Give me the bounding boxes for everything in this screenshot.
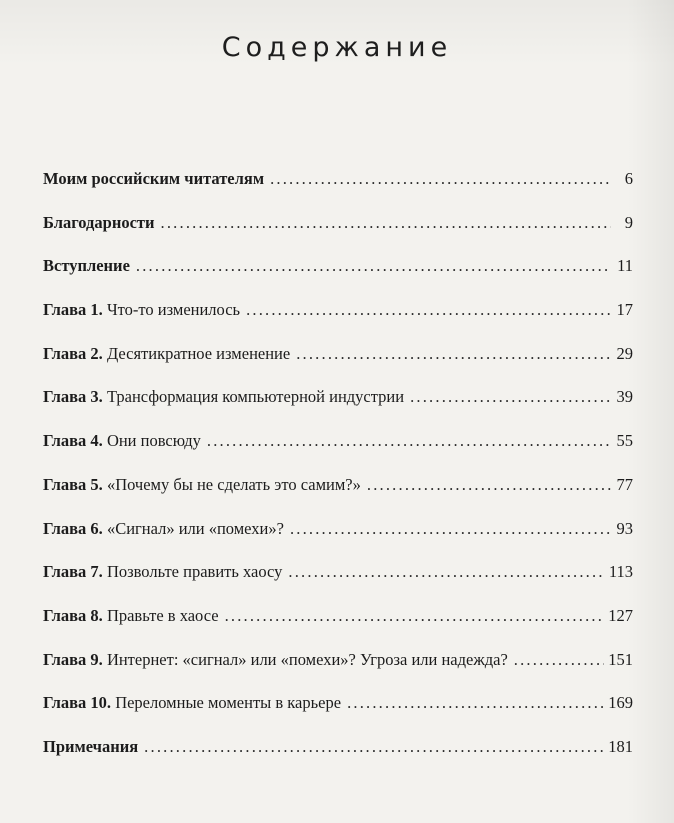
toc-page-number: 6 — [624, 169, 633, 188]
toc-entry-label — [43, 255, 130, 277]
toc-entry-label — [43, 299, 240, 321]
toc-dot-leader — [367, 474, 611, 496]
toc-page-number: 181 — [608, 736, 633, 756]
toc-entry-title: Они повсюду — [106, 431, 201, 451]
chapter-number: Глава 7. — [43, 562, 103, 582]
toc-entry[interactable] — [43, 168, 633, 212]
chapter-number: Глава 5. — [43, 474, 103, 494]
toc-dot-leader — [514, 649, 604, 671]
toc-entry-title: Примечания — [43, 736, 139, 756]
toc-page-number: 113 — [608, 562, 633, 582]
toc-page-number: 29 — [616, 343, 633, 363]
toc-entry-title: Переломные моменты в карьере — [115, 693, 342, 713]
toc-dot-leader — [410, 386, 611, 408]
toc-entry[interactable] — [43, 518, 633, 562]
toc-dot-leader — [136, 255, 611, 277]
toc-entry-label — [43, 343, 290, 365]
chapter-number: Глава 1. — [43, 300, 103, 320]
toc-entry-label — [43, 212, 155, 234]
toc-page-number: 93 — [616, 518, 633, 538]
toc-dot-leader — [270, 168, 611, 190]
toc-entry-label — [43, 168, 264, 190]
page-title: Содержание — [221, 32, 453, 64]
toc-entry-label — [43, 561, 282, 583]
toc-entry-label — [43, 518, 284, 540]
toc-entry-title: Десятикратное изменение — [106, 343, 291, 363]
toc-entry[interactable] — [43, 561, 633, 605]
toc-entry-title: Благодарности — [43, 212, 155, 232]
chapter-number: Глава 3. — [43, 387, 103, 407]
toc-entry-label — [43, 692, 341, 714]
toc-entry[interactable] — [43, 386, 633, 430]
toc-entry-title: Трансформация компьютерной индустрии — [106, 387, 405, 407]
toc-dot-leader — [161, 212, 611, 234]
toc-page-number: 77 — [616, 474, 633, 494]
toc-page-number: 127 — [608, 605, 633, 625]
toc-entry-title: «Сигнал» или «помехи»? — [106, 518, 284, 538]
toc-dot-leader — [288, 561, 604, 583]
toc-entry[interactable] — [43, 692, 633, 736]
toc-entry[interactable] — [43, 255, 633, 299]
toc-page-number: 11 — [617, 256, 633, 276]
toc-entry[interactable] — [43, 474, 633, 518]
toc-entry-label — [43, 649, 508, 671]
toc-entry-label — [43, 605, 219, 627]
chapter-number: Глава 6. — [43, 518, 103, 538]
chapter-number: Глава 10. — [43, 693, 112, 713]
toc-entry[interactable] — [43, 605, 633, 649]
toc-entry[interactable] — [43, 430, 633, 474]
toc-entry[interactable] — [43, 649, 633, 693]
toc-dot-leader — [290, 518, 611, 540]
chapter-number: Глава 9. — [43, 649, 103, 669]
toc-dot-leader — [347, 692, 604, 714]
toc-entry-label — [43, 430, 201, 452]
toc-page-number: 39 — [616, 387, 633, 407]
toc-dot-leader — [246, 299, 611, 321]
toc-entry-title: Интернет: «сигнал» или «помехи»? Угроза или надежда? — [106, 649, 508, 669]
toc-entry[interactable] — [43, 343, 633, 387]
toc-page-number: 169 — [608, 693, 633, 713]
toc-entry[interactable] — [43, 212, 633, 256]
toc-page-number: 9 — [624, 212, 633, 232]
table-of-contents — [43, 168, 633, 780]
toc-dot-leader — [296, 343, 611, 365]
toc-page-number: 17 — [616, 300, 633, 320]
chapter-number: Глава 8. — [43, 605, 103, 625]
toc-entry-title: Моим российским читателям — [43, 169, 265, 188]
toc-entry-title: «Почему бы не сделать это самим?» — [106, 474, 361, 494]
toc-entry-title: Позвольте править хаосу — [106, 562, 283, 582]
chapter-number: Глава 2. — [43, 343, 103, 363]
chapter-number: Глава 4. — [43, 431, 103, 451]
toc-page-number: 55 — [616, 431, 633, 451]
toc-entry-title: Вступление — [43, 256, 130, 276]
toc-dot-leader — [225, 605, 605, 627]
toc-entry-title: Правьте в хаосе — [106, 605, 219, 625]
toc-entry-label — [43, 474, 361, 496]
toc-entry[interactable] — [43, 736, 633, 780]
toc-entry-title: Что-то изменилось — [106, 300, 241, 320]
toc-dot-leader — [207, 430, 611, 452]
toc-entry-label — [43, 736, 138, 758]
toc-entry[interactable] — [43, 299, 633, 343]
toc-entry-label — [43, 386, 404, 408]
toc-dot-leader — [144, 736, 604, 758]
toc-page-number: 151 — [608, 649, 633, 669]
